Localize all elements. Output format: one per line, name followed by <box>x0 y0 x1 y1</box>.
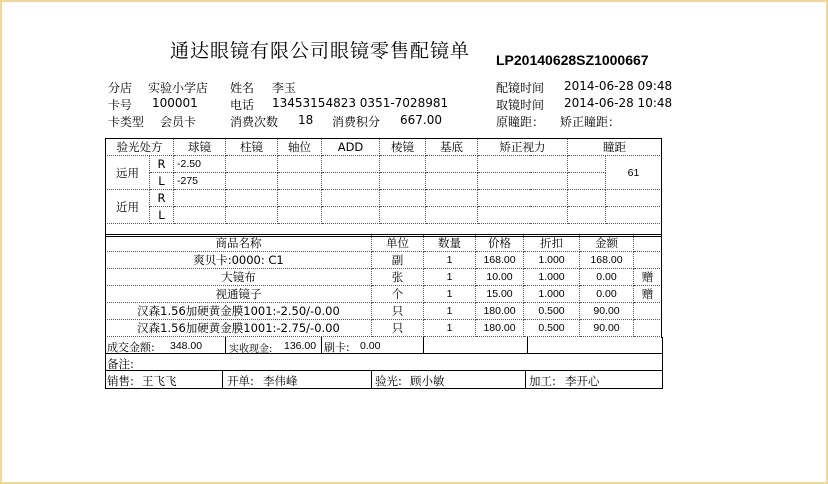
visit-count-value: 18 <box>298 113 314 127</box>
store-value: 实验小学店 <box>148 81 209 95</box>
rx-header: 基底 <box>426 139 478 156</box>
fit-time-label: 配镜时间 <box>496 81 545 95</box>
card-type-label: 卡类型 <box>108 115 145 129</box>
points-value: 667.00 <box>400 113 442 127</box>
near-label: 近用 <box>106 190 150 224</box>
item-row <box>106 320 662 337</box>
gift-mark: 赠 <box>634 269 662 286</box>
item-discount: 1.000 <box>524 252 580 269</box>
sales-value: 王飞飞 <box>142 374 177 388</box>
item-name: 爽贝卡:0000: C1 <box>106 252 372 269</box>
footer-divider <box>105 370 662 371</box>
rx-header: ADD <box>322 139 380 156</box>
footer-divider <box>321 337 322 353</box>
footer-divider <box>371 370 372 388</box>
footer-divider <box>423 337 424 353</box>
item-row <box>106 303 662 320</box>
footer-divider <box>105 353 662 354</box>
corrected-pd-label: 矫正瞳距： <box>560 115 621 129</box>
sales-label: 销售: <box>107 374 134 388</box>
items-header-row <box>106 235 662 252</box>
gift-mark <box>634 303 662 320</box>
item-name: 大镜布 <box>106 269 372 286</box>
gift-mark <box>634 320 662 337</box>
eye-label: R <box>150 190 174 207</box>
optometry-label: 验光: <box>375 374 402 388</box>
eye-label: L <box>150 173 174 190</box>
rx-row <box>106 207 662 224</box>
item-price: 10.00 <box>476 269 524 286</box>
footer-divider <box>225 337 226 353</box>
name-value: 李玉 <box>272 81 297 95</box>
item-row <box>106 252 662 269</box>
pupil-distance: 61 <box>606 156 662 190</box>
item-name: 视通镜子 <box>106 286 372 303</box>
page-title: 通达眼镜有限公司眼镜零售配镜单 <box>170 40 471 62</box>
card-value: 100001 <box>152 96 198 110</box>
item-unit: 只 <box>372 303 424 320</box>
order-number: LP20140628SZ1000667 <box>496 52 649 68</box>
item-qty: 1 <box>424 320 476 337</box>
rx-header: 瞳距 <box>568 139 662 156</box>
cash-value: 136.00 <box>284 340 317 352</box>
far-r-sphere: -2.50 <box>174 156 226 173</box>
eye-label: R <box>150 156 174 173</box>
card-pay-value: 0.00 <box>360 340 381 352</box>
items-header: 单位 <box>372 235 424 252</box>
far-label: 远用 <box>106 156 150 190</box>
rx-header: 验光处方 <box>106 139 174 156</box>
visit-count-label: 消费次数 <box>230 115 279 129</box>
far-l-sphere: -275 <box>174 173 226 190</box>
eye-label: L <box>150 207 174 224</box>
remark-label: 备注: <box>107 357 134 371</box>
optometry-value: 顾小敏 <box>410 374 445 388</box>
footer-divider <box>527 337 528 353</box>
pickup-time-label: 取镜时间 <box>496 98 545 112</box>
processing-label: 加工: <box>529 374 556 388</box>
deal-amount-label: 成交金额: <box>107 341 155 354</box>
items-table <box>105 234 662 337</box>
issuer-label: 开单: <box>227 374 254 388</box>
item-discount: 1.000 <box>524 286 580 303</box>
items-header: 金额 <box>580 235 634 252</box>
item-amount: 168.00 <box>580 252 634 269</box>
gift-mark <box>634 252 662 269</box>
rx-header: 轴位 <box>278 139 322 156</box>
item-discount: 1.000 <box>524 269 580 286</box>
rx-header: 棱镜 <box>380 139 426 156</box>
item-price: 15.00 <box>476 286 524 303</box>
deal-amount-value: 348.00 <box>170 340 203 352</box>
phone-label: 电话 <box>230 98 255 112</box>
rx-row <box>106 190 662 207</box>
item-unit: 张 <box>372 269 424 286</box>
cash-label: 实收现金: <box>229 344 273 355</box>
item-discount: 0.500 <box>524 303 580 320</box>
items-header: 价格 <box>476 235 524 252</box>
item-qty: 1 <box>424 286 476 303</box>
gift-mark: 赠 <box>634 286 662 303</box>
footer-divider <box>525 370 526 388</box>
item-qty: 1 <box>424 269 476 286</box>
item-amount: 90.00 <box>580 320 634 337</box>
item-amount: 0.00 <box>580 269 634 286</box>
item-unit: 个 <box>372 286 424 303</box>
phone-value: 13453154823 0351-7028981 <box>272 96 449 110</box>
item-name: 汉森1.56加硬黄金膜1001:-2.50/-0.00 <box>106 303 372 320</box>
rx-header-row <box>106 139 662 156</box>
card-type-value: 会员卡 <box>160 115 197 129</box>
rx-row <box>106 173 662 190</box>
card-label: 卡号 <box>108 98 133 112</box>
item-price: 168.00 <box>476 252 524 269</box>
fit-time-value: 2014-06-28 09:48 <box>564 79 673 93</box>
rx-row <box>106 156 662 173</box>
issuer-value: 李伟峰 <box>263 374 298 388</box>
items-header: 数量 <box>424 235 476 252</box>
original-pd-label: 原瞳距： <box>496 115 545 129</box>
pickup-time-value: 2014-06-28 10:48 <box>564 96 673 110</box>
item-qty: 1 <box>424 252 476 269</box>
item-name: 汉森1.56加硬黄金膜1001:-2.75/-0.00 <box>106 320 372 337</box>
rx-header: 柱镜 <box>226 139 278 156</box>
items-header: 折扣 <box>524 235 580 252</box>
processing-value: 李开心 <box>565 374 600 388</box>
rx-header: 矫正视力 <box>478 139 568 156</box>
rx-header: 球镜 <box>174 139 226 156</box>
item-price: 180.00 <box>476 320 524 337</box>
item-price: 180.00 <box>476 303 524 320</box>
item-row <box>106 269 662 286</box>
item-qty: 1 <box>424 303 476 320</box>
card-pay-label: 刷卡: <box>324 341 350 354</box>
item-unit: 只 <box>372 320 424 337</box>
footer-divider <box>222 370 223 388</box>
item-discount: 0.500 <box>524 320 580 337</box>
item-amount: 0.00 <box>580 286 634 303</box>
store-label: 分店 <box>108 81 133 95</box>
item-amount: 90.00 <box>580 303 634 320</box>
item-row <box>106 286 662 303</box>
items-header: 商品名称 <box>106 235 372 252</box>
points-label: 消费积分 <box>332 115 381 129</box>
prescription-table <box>105 138 662 224</box>
item-unit: 副 <box>372 252 424 269</box>
name-label: 姓名 <box>230 81 255 95</box>
